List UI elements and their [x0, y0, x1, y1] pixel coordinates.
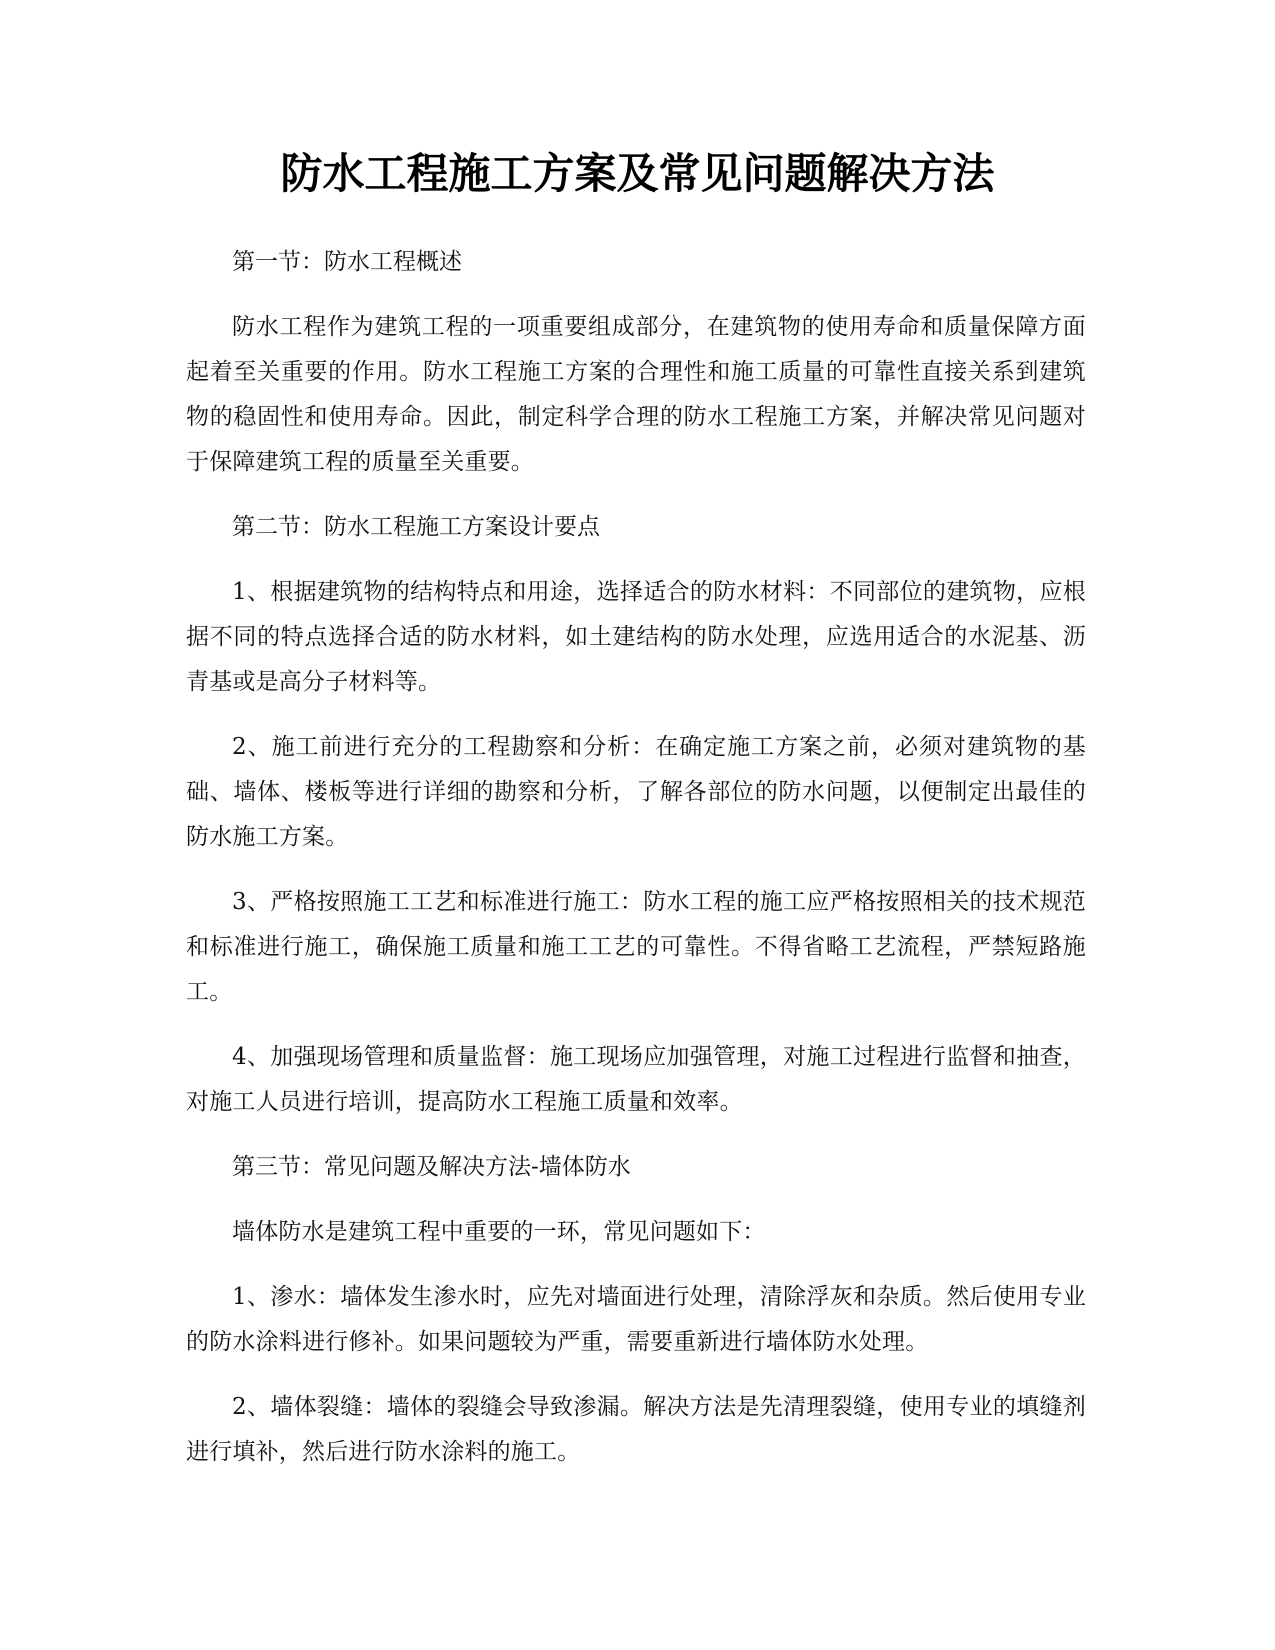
paragraph: 2、施工前进行充分的工程勘察和分析：在确定施工方案之前，必须对建筑物的基础、墙体、楼板等进行详细的勘察和分析，了解各部位的防水问题，以便制定出最佳的防水施工方案。	[186, 734, 1086, 850]
document-body	[186, 240, 1086, 1495]
paragraph: 墙体防水是建筑工程中重要的一环，常见问题如下：	[232, 1219, 766, 1245]
section-heading-2: 第二节：防水工程施工方案设计要点	[232, 514, 600, 540]
paragraph: 防水工程作为建筑工程的一项重要组成部分，在建筑物的使用寿命和质量保障方面起着至关重要的作用。防水工程施工方案的合理性和施工质量的可靠性直接关系到建筑物的稳固性和使用寿命。因此，制定科学合理的防水工程施工方案，并解决常见问题对于保障建筑工程的质量至关重要。	[186, 314, 1086, 475]
paragraph: 3、严格按照施工工艺和标准进行施工：防水工程的施工应严格按照相关的技术规范和标准进行施工，确保施工质量和施工工艺的可靠性。不得省略工艺流程，严禁短路施工。	[186, 889, 1086, 1005]
document-title: 防水工程施工方案及常见问题解决方法	[280, 149, 995, 198]
paragraph: 1、渗水：墙体发生渗水时，应先对墙面进行处理，清除浮灰和杂质。然后使用专业的防水涂料进行修补。如果问题较为严重，需要重新进行墙体防水处理。	[186, 1284, 1086, 1355]
paragraph: 1、根据建筑物的结构特点和用途，选择适合的防水材料：不同部位的建筑物，应根据不同的特点选择合适的防水材料，如土建结构的防水处理，应选用适合的水泥基、沥青基或是高分子材料等。	[186, 579, 1086, 695]
section-heading-1: 第一节：防水工程概述	[232, 249, 462, 275]
section-heading-3: 第三节：常见问题及解决方法-墙体防水	[232, 1154, 631, 1180]
paragraph: 4、加强现场管理和质量监督：施工现场应加强管理，对施工过程进行监督和抽查，对施工人员进行培训，提高防水工程施工质量和效率。	[186, 1044, 1086, 1115]
paragraph: 2、墙体裂缝：墙体的裂缝会导致渗漏。解决方法是先清理裂缝，使用专业的填缝剂进行填补，然后进行防水涂料的施工。	[186, 1394, 1086, 1465]
